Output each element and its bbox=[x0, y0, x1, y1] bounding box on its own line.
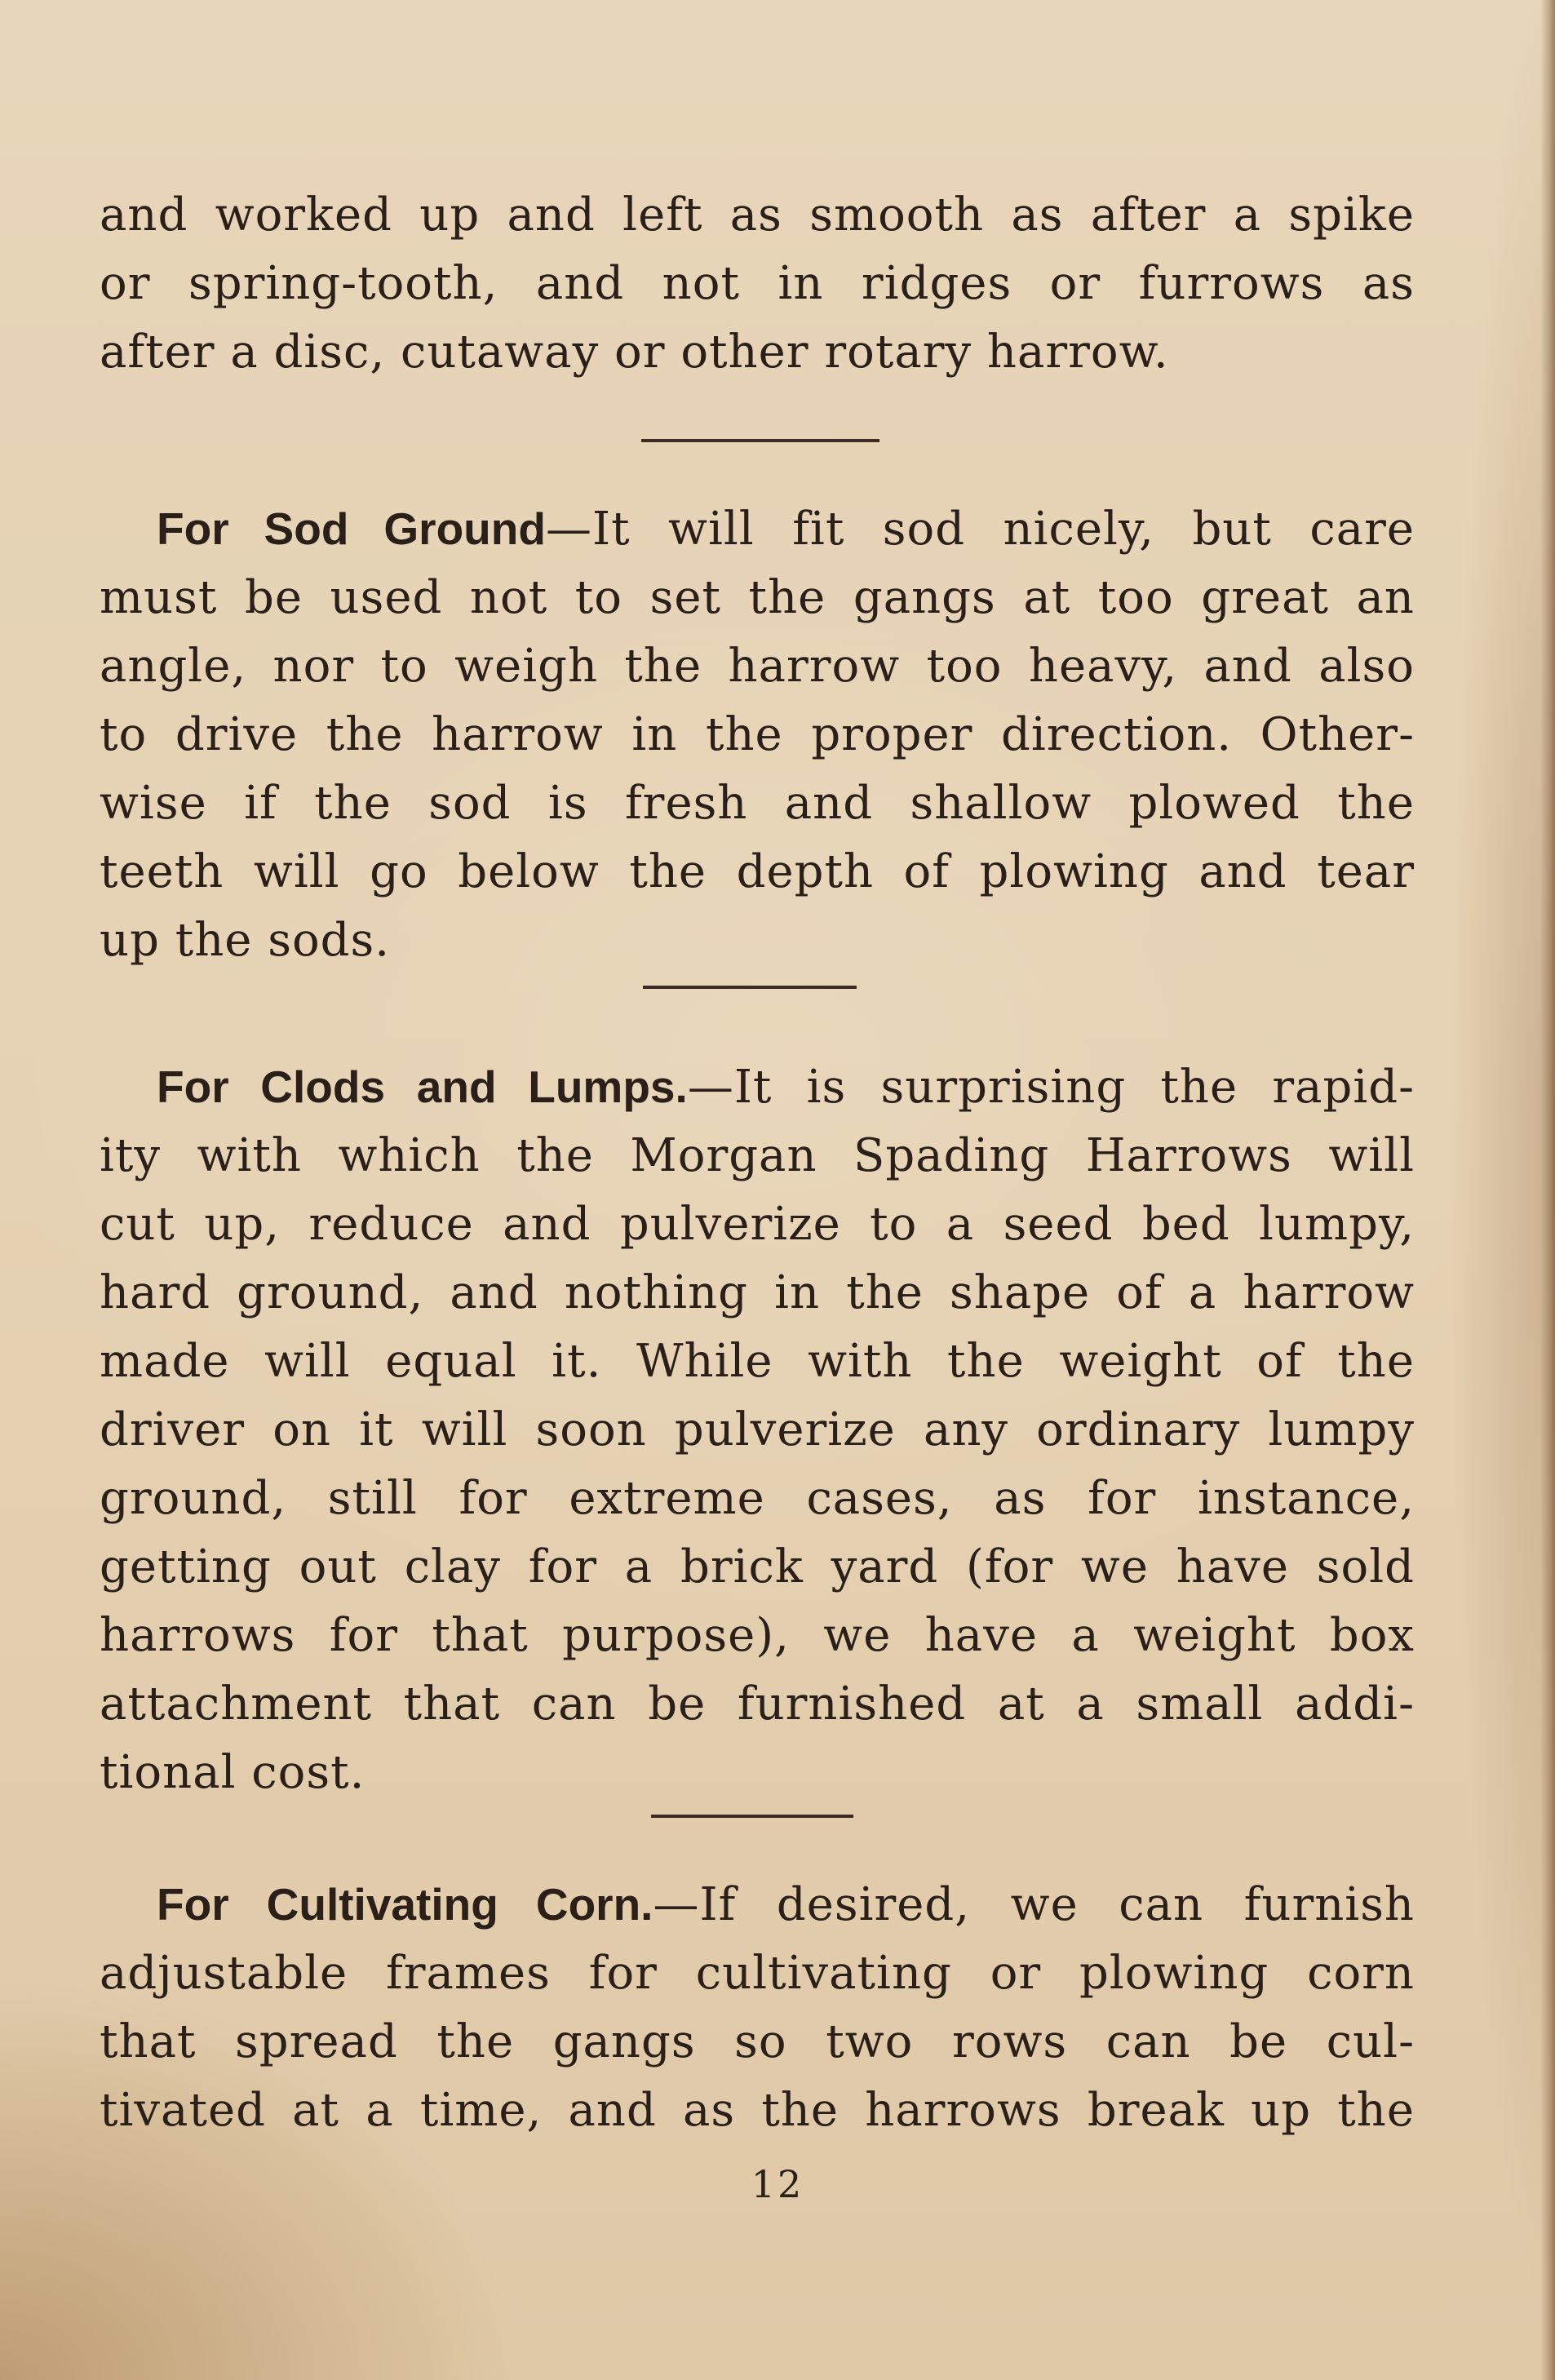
text-line bbox=[100, 1870, 1415, 1939]
text-line: that spread the gangs so two rows can be cul- bbox=[100, 2015, 1415, 2068]
text-line: and worked up and left as smooth as after a spike bbox=[100, 188, 1415, 242]
page-edge-shadow bbox=[1540, 0, 1555, 2380]
text-line-body: —If desired, we can furnish bbox=[653, 1878, 1415, 1931]
page-number: 12 bbox=[751, 2162, 804, 2206]
text-line: attachment that can be furnished at a small addi- bbox=[100, 1678, 1415, 1731]
section-divider bbox=[643, 986, 857, 989]
text-line: harrows for that purpose), we have a weight box bbox=[100, 1609, 1415, 1662]
text-line: angle, nor to weigh the harrow too heavy, and also bbox=[100, 640, 1415, 693]
text-line: up the sods. bbox=[100, 914, 391, 967]
text-line: driver on it will soon pulverize any ordinary lumpy bbox=[100, 1403, 1415, 1456]
text-line bbox=[100, 494, 1415, 564]
text-line: after a disc, cutaway or other rotary harrow. bbox=[100, 326, 1169, 379]
text-line-body: —It will fit sod nicely, but care bbox=[545, 503, 1415, 556]
text-line: ity with which the Morgan Spading Harrows will bbox=[100, 1129, 1415, 1182]
paragraph-continuation bbox=[100, 181, 1415, 387]
section-divider bbox=[651, 1815, 853, 1818]
paragraph-sod-ground bbox=[100, 494, 1415, 975]
text-line: to drive the harrow in the proper direction. Other- bbox=[100, 708, 1415, 761]
paragraph-clods-and-lumps bbox=[100, 1053, 1415, 1807]
section-divider bbox=[641, 439, 879, 442]
text-line-body: —It is surprising the rapid- bbox=[687, 1061, 1415, 1114]
text-line: wise if the sod is fresh and shallow plowed the bbox=[100, 777, 1415, 830]
text-line: teeth will go below the depth of plowing and tear bbox=[100, 845, 1415, 898]
paragraph-cultivating-corn bbox=[100, 1870, 1415, 2145]
text-line: hard ground, and nothing in the shape of a harrow bbox=[100, 1266, 1415, 1319]
text-line: must be used not to set the gangs at too great an bbox=[100, 571, 1415, 624]
text-line: adjustable frames for cultivating or plowing corn bbox=[100, 1947, 1415, 2000]
text-line: ground, still for extreme cases, as for instance, bbox=[100, 1472, 1415, 1525]
text-line: tional cost. bbox=[100, 1746, 365, 1799]
text-line: getting out clay for a brick yard (for we have sold bbox=[100, 1540, 1415, 1593]
text-line bbox=[100, 1053, 1415, 1122]
section-heading: For Cultivating Corn. bbox=[157, 1879, 653, 1930]
section-heading: For Clods and Lumps. bbox=[157, 1061, 688, 1112]
section-heading: For Sod Ground bbox=[157, 503, 546, 554]
text-line: cut up, reduce and pulverize to a seed bed lumpy, bbox=[100, 1198, 1415, 1251]
text-line: made will equal it. While with the weight of the bbox=[100, 1335, 1415, 1388]
text-line: tivated at a time, and as the harrows break up the bbox=[100, 2084, 1415, 2137]
text-line: or spring-tooth, and not in ridges or furrows as bbox=[100, 257, 1415, 310]
